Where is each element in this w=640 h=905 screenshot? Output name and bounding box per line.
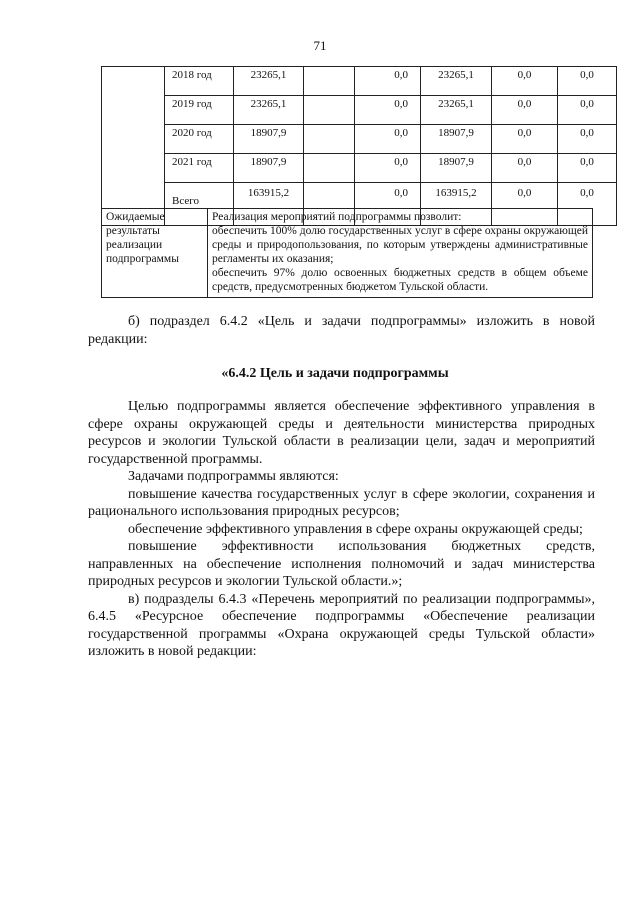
tasks-intro: Задачами подпрограммы являются: — [128, 469, 339, 484]
finance-cell-c6: 23265,1 — [421, 67, 492, 96]
expected-results-table — [101, 208, 593, 298]
finance-cell-c6: 163915,2 — [421, 183, 492, 226]
expected-results-row — [102, 209, 593, 298]
section-heading: «6.4.2 Цель и задачи подпрограммы — [221, 366, 449, 381]
finance-cell-c7: 0,0 — [492, 183, 558, 226]
finance-cell-year: 2019 год — [165, 96, 234, 125]
finance-cell-c7: 0,0 — [492, 67, 558, 96]
finance-cell-total: 23265,1 — [234, 67, 304, 96]
expected-results-label: Ожидаемые результаты реализации подпрограммы — [102, 209, 208, 298]
finance-cell-c5: 0,0 — [355, 154, 421, 183]
finance-cell-c7: 0,0 — [492, 96, 558, 125]
expected-results-text — [208, 209, 593, 298]
finance-cell-c8: 0,0 — [558, 96, 617, 125]
page-number: 71 — [313, 38, 327, 53]
finance-cell-empty — [102, 125, 165, 154]
task-item: обеспечение эффективного управления в сфере охраны окружающей среды; — [128, 521, 583, 537]
finance-cell-total: 163915,2 — [234, 183, 304, 226]
finance-cell-empty — [102, 96, 165, 125]
results-line: Реализация мероприятий подпрограммы позволит: — [212, 211, 462, 223]
task-item: повышение качества государственных услуг в сфере экологии, сохранения и рационального использования природных ресурсов; — [88, 486, 595, 519]
finance-cell-year: 2018 год — [165, 67, 234, 96]
finance-row — [102, 125, 617, 154]
finance-cell-empty — [102, 67, 165, 96]
results-line: обеспечить 100% долю государственных услуг в сфере охраны окружающей среды и природопользования, по которым утверждены административные регламенты их оказания; — [212, 225, 588, 265]
paragraph-b: б) подраздел 6.4.2 «Цель и задачи подпрограммы» изложить в новой редакции: — [88, 314, 595, 347]
goal-paragraph: Целью подпрограммы является обеспечение эффективного управления в сфере охраны окружающей среды и деятельности министерства природных ресурсов и экологии Тульской области в реализации цели, задач и мероприятий государственной программы. — [88, 399, 595, 467]
finance-cell-c6: 18907,9 — [421, 125, 492, 154]
paragraph-v: в) подразделы 6.4.3 «Перечень мероприятий по реализации подпрограммы», 6.4.5 «Ресурсное обеспечение подпрограммы «Обеспечение реализации государственной программы «Охрана окружающей среды Тульской области» изложить в новой редакции: — [88, 591, 595, 659]
finance-cell-c4 — [304, 154, 355, 183]
finance-cell-c5: 0,0 — [355, 67, 421, 96]
finance-table — [101, 66, 617, 226]
paragraph-b-block — [88, 313, 595, 348]
finance-cell-c4 — [304, 125, 355, 154]
finance-cell-c6: 23265,1 — [421, 96, 492, 125]
finance-cell-c5: 0,0 — [355, 125, 421, 154]
finance-row — [102, 154, 617, 183]
finance-row — [102, 67, 617, 96]
finance-cell-c8: 0,0 — [558, 67, 617, 96]
finance-cell-year: 2021 год — [165, 154, 234, 183]
finance-cell-c5: 0,0 — [355, 183, 421, 226]
finance-cell-empty — [102, 154, 165, 183]
finance-cell-total: 23265,1 — [234, 96, 304, 125]
finance-cell-c5: 0,0 — [355, 96, 421, 125]
finance-cell-total: 18907,9 — [234, 154, 304, 183]
finance-cell-c4 — [304, 96, 355, 125]
section-body — [88, 398, 595, 661]
finance-cell-c8: 0,0 — [558, 154, 617, 183]
task-item: повышение эффективности использования бюджетных средств, направленных на обеспечение исполнения полномочий и задач министерства природных ресурсов и экологии Тульской области.»; — [88, 539, 595, 589]
finance-cell-year: 2020 год — [165, 125, 234, 154]
finance-cell-c8: 0,0 — [558, 125, 617, 154]
finance-cell-c8: 0,0 — [558, 183, 617, 226]
finance-cell-c4 — [304, 67, 355, 96]
finance-cell-c7: 0,0 — [492, 154, 558, 183]
finance-row — [102, 96, 617, 125]
finance-cell-year: Всего — [165, 183, 234, 226]
finance-cell-c6: 18907,9 — [421, 154, 492, 183]
results-line: обеспечить 97% долю освоенных бюджетных средств в общем объеме средств, предусмотренных бюджетом Тульской области. — [212, 267, 588, 293]
finance-cell-c7: 0,0 — [492, 125, 558, 154]
finance-cell-total: 18907,9 — [234, 125, 304, 154]
